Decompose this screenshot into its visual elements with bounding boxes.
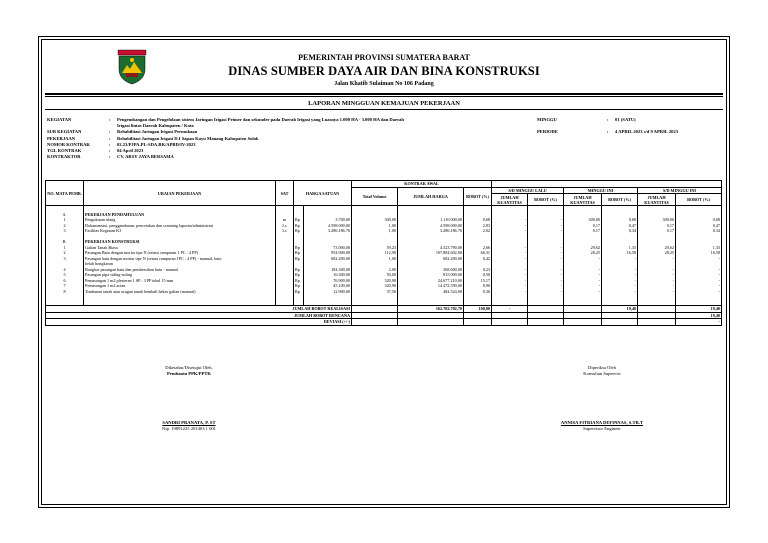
cell-m2: 1,33	[602, 245, 638, 251]
agency-address: Jalan Khatib Sulaiman No 106 Padang	[334, 81, 434, 87]
cell-s1: -	[638, 278, 676, 284]
cell-s2: 1,33	[676, 245, 722, 251]
cell-rp: Rp	[294, 245, 304, 251]
cell-jh: 682.200,00	[398, 256, 464, 262]
cell-l1: -	[492, 278, 528, 284]
total-m1	[564, 319, 602, 326]
col-jumlah-harga: JUMLAH HARGA	[398, 187, 464, 206]
cell-no: 3	[46, 256, 84, 262]
cell-no: 1	[46, 217, 84, 223]
cell-m2: 0,34	[602, 228, 638, 234]
cell-m2: 0,68	[602, 217, 638, 223]
cell-rp: Rp	[294, 289, 304, 295]
cell-l2: -	[528, 245, 564, 251]
info-row: SUB KEGIATAN : Rehabilitasi Jaringan Irigasi Permukaan	[47, 129, 198, 135]
cell-m1: -	[564, 267, 602, 273]
info-row: MINGGU : 01 (SATU)	[537, 117, 636, 122]
cell-l2: -	[528, 289, 564, 295]
cell-no: 4	[46, 267, 84, 273]
info-row: PERIODE : 4 APRIL 2023 s/d 9 APRIL 2023	[537, 129, 679, 135]
cell-s1: 29,62	[638, 245, 676, 251]
cell-v: 50,00	[352, 272, 398, 278]
cell-jh: 1.110.000,00	[398, 217, 464, 223]
cell-jh: 368.600,00	[398, 267, 464, 273]
col-uraian: URAIAN PEKERJAAN	[84, 181, 276, 206]
cell-h: 76.900,00	[304, 278, 352, 284]
header-rule	[45, 93, 723, 95]
total-m2	[602, 319, 638, 326]
cell-s2: -	[676, 267, 722, 273]
total-v	[352, 319, 398, 326]
total-s2: 19,40	[676, 306, 722, 313]
cell-no: 2	[46, 223, 84, 229]
cell-m1: -	[564, 283, 602, 289]
cell-u: Pasangan pipa suling-suling	[84, 272, 276, 278]
col-qty: JUMLAH KUANTITAS	[638, 194, 676, 206]
cell-rp: Rp	[294, 267, 304, 273]
total-label: DEVIASI (+/-)	[46, 319, 352, 326]
cell-jh: 24.677.210,00	[398, 278, 464, 284]
cell-l2: -	[528, 267, 564, 273]
total-l1: -	[492, 306, 528, 313]
cell-s: m	[276, 217, 294, 223]
cell-jh: 3.286.186,70	[398, 228, 464, 234]
total-l2	[528, 319, 564, 326]
cell-m1: -	[564, 256, 602, 262]
cell-m2: -	[602, 278, 638, 284]
cell-l1: -	[492, 223, 528, 229]
total-row	[46, 319, 722, 326]
col-bobot-pct: BOBOT (%)	[528, 194, 564, 206]
cell-bo: 0,42	[464, 256, 492, 262]
cell-m2: -	[602, 272, 638, 278]
cell-s1: -	[638, 267, 676, 273]
cell-u: PEKERJAAN PENDAHULUAN	[84, 212, 276, 218]
cell-s1: 28,25	[638, 250, 676, 256]
cell-u: Pengukuran ulang	[84, 217, 276, 223]
gov-heading: PEMERINTAH PROVINSI SUMATERA BARAT	[298, 53, 470, 62]
cell-bo: 0,68	[464, 217, 492, 223]
cell-l2: -	[528, 272, 564, 278]
cell-s1: 300,00	[638, 217, 676, 223]
cell-v: 300,00	[352, 217, 398, 223]
cell-s1: 0,17	[638, 223, 676, 229]
cell-l2: -	[528, 256, 564, 262]
cell-l2: -	[528, 278, 564, 284]
col-bobot-pct: BOBOT (%)	[676, 194, 722, 206]
cell-u2: belah bongkaran	[84, 261, 276, 267]
col-harga: HARGA SATUAN	[294, 181, 352, 206]
col-bobot: BOBOT (%)	[464, 187, 492, 206]
cell-v: 320,90	[352, 283, 398, 289]
info-row: TGL KONTRAK : 04 April 2023	[47, 148, 144, 154]
total-m2: 19,40	[602, 306, 638, 313]
cell-m1: 28,25	[564, 250, 602, 256]
cell-u: Pasangan Batu dengan mortar tipe N (setara campuran 1 PC : 4 PP)	[84, 250, 276, 256]
cell-h: 682.200,00	[304, 256, 352, 262]
cell-m1: 300,00	[564, 217, 602, 223]
cell-bo: 0,23	[464, 267, 492, 273]
cell-bo: 2,66	[464, 245, 492, 251]
cell-rp: Rp	[294, 256, 304, 262]
cell-u: Pemasangan 1 m2 plesteran 1 SP : 3 PP tebal 15 mm	[84, 278, 276, 284]
cell-bo: 2,02	[464, 228, 492, 234]
cell-s2: 0,68	[676, 217, 722, 223]
period-info	[537, 117, 727, 135]
cell-v: 112,98	[352, 250, 398, 256]
cell-u: Pemasangan 1 m2 acian	[84, 283, 276, 289]
cell-no: 1	[46, 245, 84, 251]
info-row: KEGIATAN : Pengembangan dan Pengelolaan sistem Jaringan Irigasi Primer dan sekunder pada Daerah Irigasi yang Luasnya 1.000 HA - 3.000 HA dan Daerah Irigasi lintas Daerah Kabupaten / Kota	[47, 117, 404, 129]
header-rule-thin	[45, 96, 723, 97]
report-title: LAPORAN MINGGUAN KEMAJUAN PEKERJAAN	[308, 100, 460, 107]
total-s2: 19,40	[676, 312, 722, 319]
cell-no: B.	[46, 239, 84, 245]
cell-v: 2,00	[352, 267, 398, 273]
cell-v: 320,90	[352, 278, 398, 284]
cell-s1: -	[638, 283, 676, 289]
total-s2: -	[676, 319, 722, 326]
cell-l1: -	[492, 228, 528, 234]
cell-u: Timbunan tanah atau urugan tanah kembali bekas galian (manual)	[84, 289, 276, 295]
cell-h: 954.900,00	[304, 250, 352, 256]
cell-bo: 15,17	[464, 278, 492, 284]
cell-rp: Rp	[294, 223, 304, 229]
agency-heading: DINAS SUMBER DAYA AIR DAN BINA KONSTRUKSI	[228, 64, 540, 78]
col-minggu-lalu: S/D MINGGU LALU	[492, 187, 564, 194]
total-s1	[638, 319, 676, 326]
cell-rp: Rp	[294, 278, 304, 284]
cell-v: 1,00	[352, 256, 398, 262]
cell-m1: 29,62	[564, 245, 602, 251]
total-label: JUMLAH BOBOT REALISASI	[46, 306, 352, 313]
cell-s2: 16,58	[676, 250, 722, 256]
cell-s2: -	[676, 272, 722, 278]
col-no: NO. MATA PEMB.	[46, 181, 84, 206]
col-qty: JUMLAH KUANTITAS	[492, 194, 528, 206]
cell-v: 37,56	[352, 289, 398, 295]
cell-h: 4.598.000,00	[304, 223, 352, 229]
cell-no: A.	[46, 212, 84, 218]
total-label: JUMLAH BOBOT RENCANA	[46, 312, 352, 319]
col-minggu-ini: MINGGU INI	[564, 187, 638, 194]
cell-l2: -	[528, 283, 564, 289]
cell-v: 59,23	[352, 245, 398, 251]
cell-jh: 14.472.590,00	[398, 283, 464, 289]
total-jh	[398, 319, 464, 326]
cell-m1: -	[564, 278, 602, 284]
cell-v: 1,00	[352, 223, 398, 229]
cell-s: Ls	[276, 223, 294, 229]
cell-m1: -	[564, 289, 602, 295]
cell-u: Fasilitas Kegiatan K3	[84, 228, 276, 234]
cell-m1: 0,17	[564, 223, 602, 229]
cell-m2: -	[602, 256, 638, 262]
cell-h: 3.700,00	[304, 217, 352, 223]
cell-l1: -	[492, 283, 528, 289]
cell-h: 184.300,00	[304, 267, 352, 273]
cell-m2: -	[602, 289, 638, 295]
total-jh: 162.702.702,70	[398, 306, 464, 313]
cell-no: 2	[46, 250, 84, 256]
col-bobot-pct: BOBOT (%)	[602, 194, 638, 206]
project-info	[47, 117, 427, 160]
cell-rp: Rp	[294, 283, 304, 289]
cell-u: Galian Tanah Biasa	[84, 245, 276, 251]
cell-no: 8	[46, 289, 84, 295]
cell-rp: Rp	[294, 250, 304, 256]
cell-bo: 2,83	[464, 223, 492, 229]
cell-jh: 4.323.790,00	[398, 245, 464, 251]
cell-m2: 0,47	[602, 223, 638, 229]
cell-h: 12.900,00	[304, 289, 352, 295]
cell-no: 5	[46, 272, 84, 278]
cell-no: 3	[46, 228, 84, 234]
progress-table	[45, 180, 722, 326]
cell-m2: -	[602, 267, 638, 273]
col-qty: JUMLAH KUANTITAS	[564, 194, 602, 206]
cell-bo: 0,50	[464, 272, 492, 278]
cell-l1: -	[492, 267, 528, 273]
cell-s2: -	[676, 278, 722, 284]
cell-v: 1,00	[352, 228, 398, 234]
cell-no: 6	[46, 278, 84, 284]
cell-s2: 0,34	[676, 228, 722, 234]
cell-bo: 8,90	[464, 283, 492, 289]
info-row: NOMOR KONTRAK : 02.23/PJPA.PL-SDA.BK/APBD/IV-2023	[47, 141, 196, 147]
signature-right: Diperiksa Oleh Konsultan Supervisi ANNISA FITRIANA DEFINNAS, S.TR.T Supervisor Engineer	[560, 365, 644, 431]
cell-l1: -	[492, 289, 528, 295]
cell-l2: -	[528, 217, 564, 223]
cell-l2: -	[528, 250, 564, 256]
title-rule	[45, 109, 723, 110]
col-kontrak: KONTRAK AWAL	[352, 181, 492, 188]
cell-h: 45.100,00	[304, 283, 352, 289]
info-row: PEKERJAAN : Rehabilitasi Jaringan Irigasi D.I Sapan Kayu Manang Kabupaten Solok	[47, 135, 259, 141]
cell-l1: -	[492, 245, 528, 251]
cell-s1: -	[638, 256, 676, 262]
cell-l1: -	[492, 217, 528, 223]
cell-l1: -	[492, 250, 528, 256]
cell-s2: -	[676, 283, 722, 289]
cell-s: Ls	[276, 228, 294, 234]
total-bo: 100,00	[464, 306, 492, 313]
cell-s1: -	[638, 272, 676, 278]
cell-u: Bongkar pasangan batu dan pembersihan batu - manual	[84, 267, 276, 273]
cell-l1: -	[492, 272, 528, 278]
cell-rp: Rp	[294, 217, 304, 223]
cell-no: 7	[46, 283, 84, 289]
cell-u: Dokumentasi, penggambaran, pencetakan dan scanning laporan/administrasi	[84, 223, 276, 229]
cell-rp: Rp	[294, 228, 304, 234]
total-bo	[464, 319, 492, 326]
cell-s1: -	[638, 289, 676, 295]
cell-s2: 0,47	[676, 223, 722, 229]
col-sd-minggu-ini: S/D MINGGU INI	[638, 187, 722, 194]
cell-s1: 0,17	[638, 228, 676, 234]
cell-jh: 484.524,00	[398, 289, 464, 295]
cell-m2: 16,58	[602, 250, 638, 256]
cell-jh: 815.000,00	[398, 272, 464, 278]
cell-rp: Rp	[294, 272, 304, 278]
cell-l1: -	[492, 256, 528, 262]
total-l1	[492, 319, 528, 326]
col-volume: Total Volume	[352, 187, 398, 206]
cell-u: Pasangan batu dengan mortar tipe N (setara campuran 1PC : 4 PP) - manual, batu	[84, 256, 276, 262]
cell-jh: 4.598.000,00	[398, 223, 464, 229]
signature-left: Diketahui/Disetujui Oleh, Pembantu PPK/PPTK SANDRI PRANATA, P. ST Nip. 19891225 201403 1 001	[162, 365, 216, 431]
cell-h: 73.000,00	[304, 245, 352, 251]
cell-bo: 66,31	[464, 250, 492, 256]
cell-bo: 0,30	[464, 289, 492, 295]
cell-m2: -	[602, 283, 638, 289]
cell-l2: -	[528, 228, 564, 234]
cell-s2: -	[676, 289, 722, 295]
cell-l2: -	[528, 223, 564, 229]
cell-jh: 107.884.602,00	[398, 250, 464, 256]
cell-m1: 0,17	[564, 228, 602, 234]
cell-u: PEKERJAAN KONSTRUKSI	[84, 239, 276, 245]
cell-m1: -	[564, 272, 602, 278]
col-sat: SAT	[276, 181, 294, 206]
info-row: KONTRAKTOR : CV. ARSY JAYA BERSAMA	[47, 154, 174, 160]
cell-s2: -	[676, 256, 722, 262]
report-sheet	[38, 36, 730, 508]
cell-h: 3.286.186,70	[304, 228, 352, 234]
cell-h: 16.300,00	[304, 272, 352, 278]
